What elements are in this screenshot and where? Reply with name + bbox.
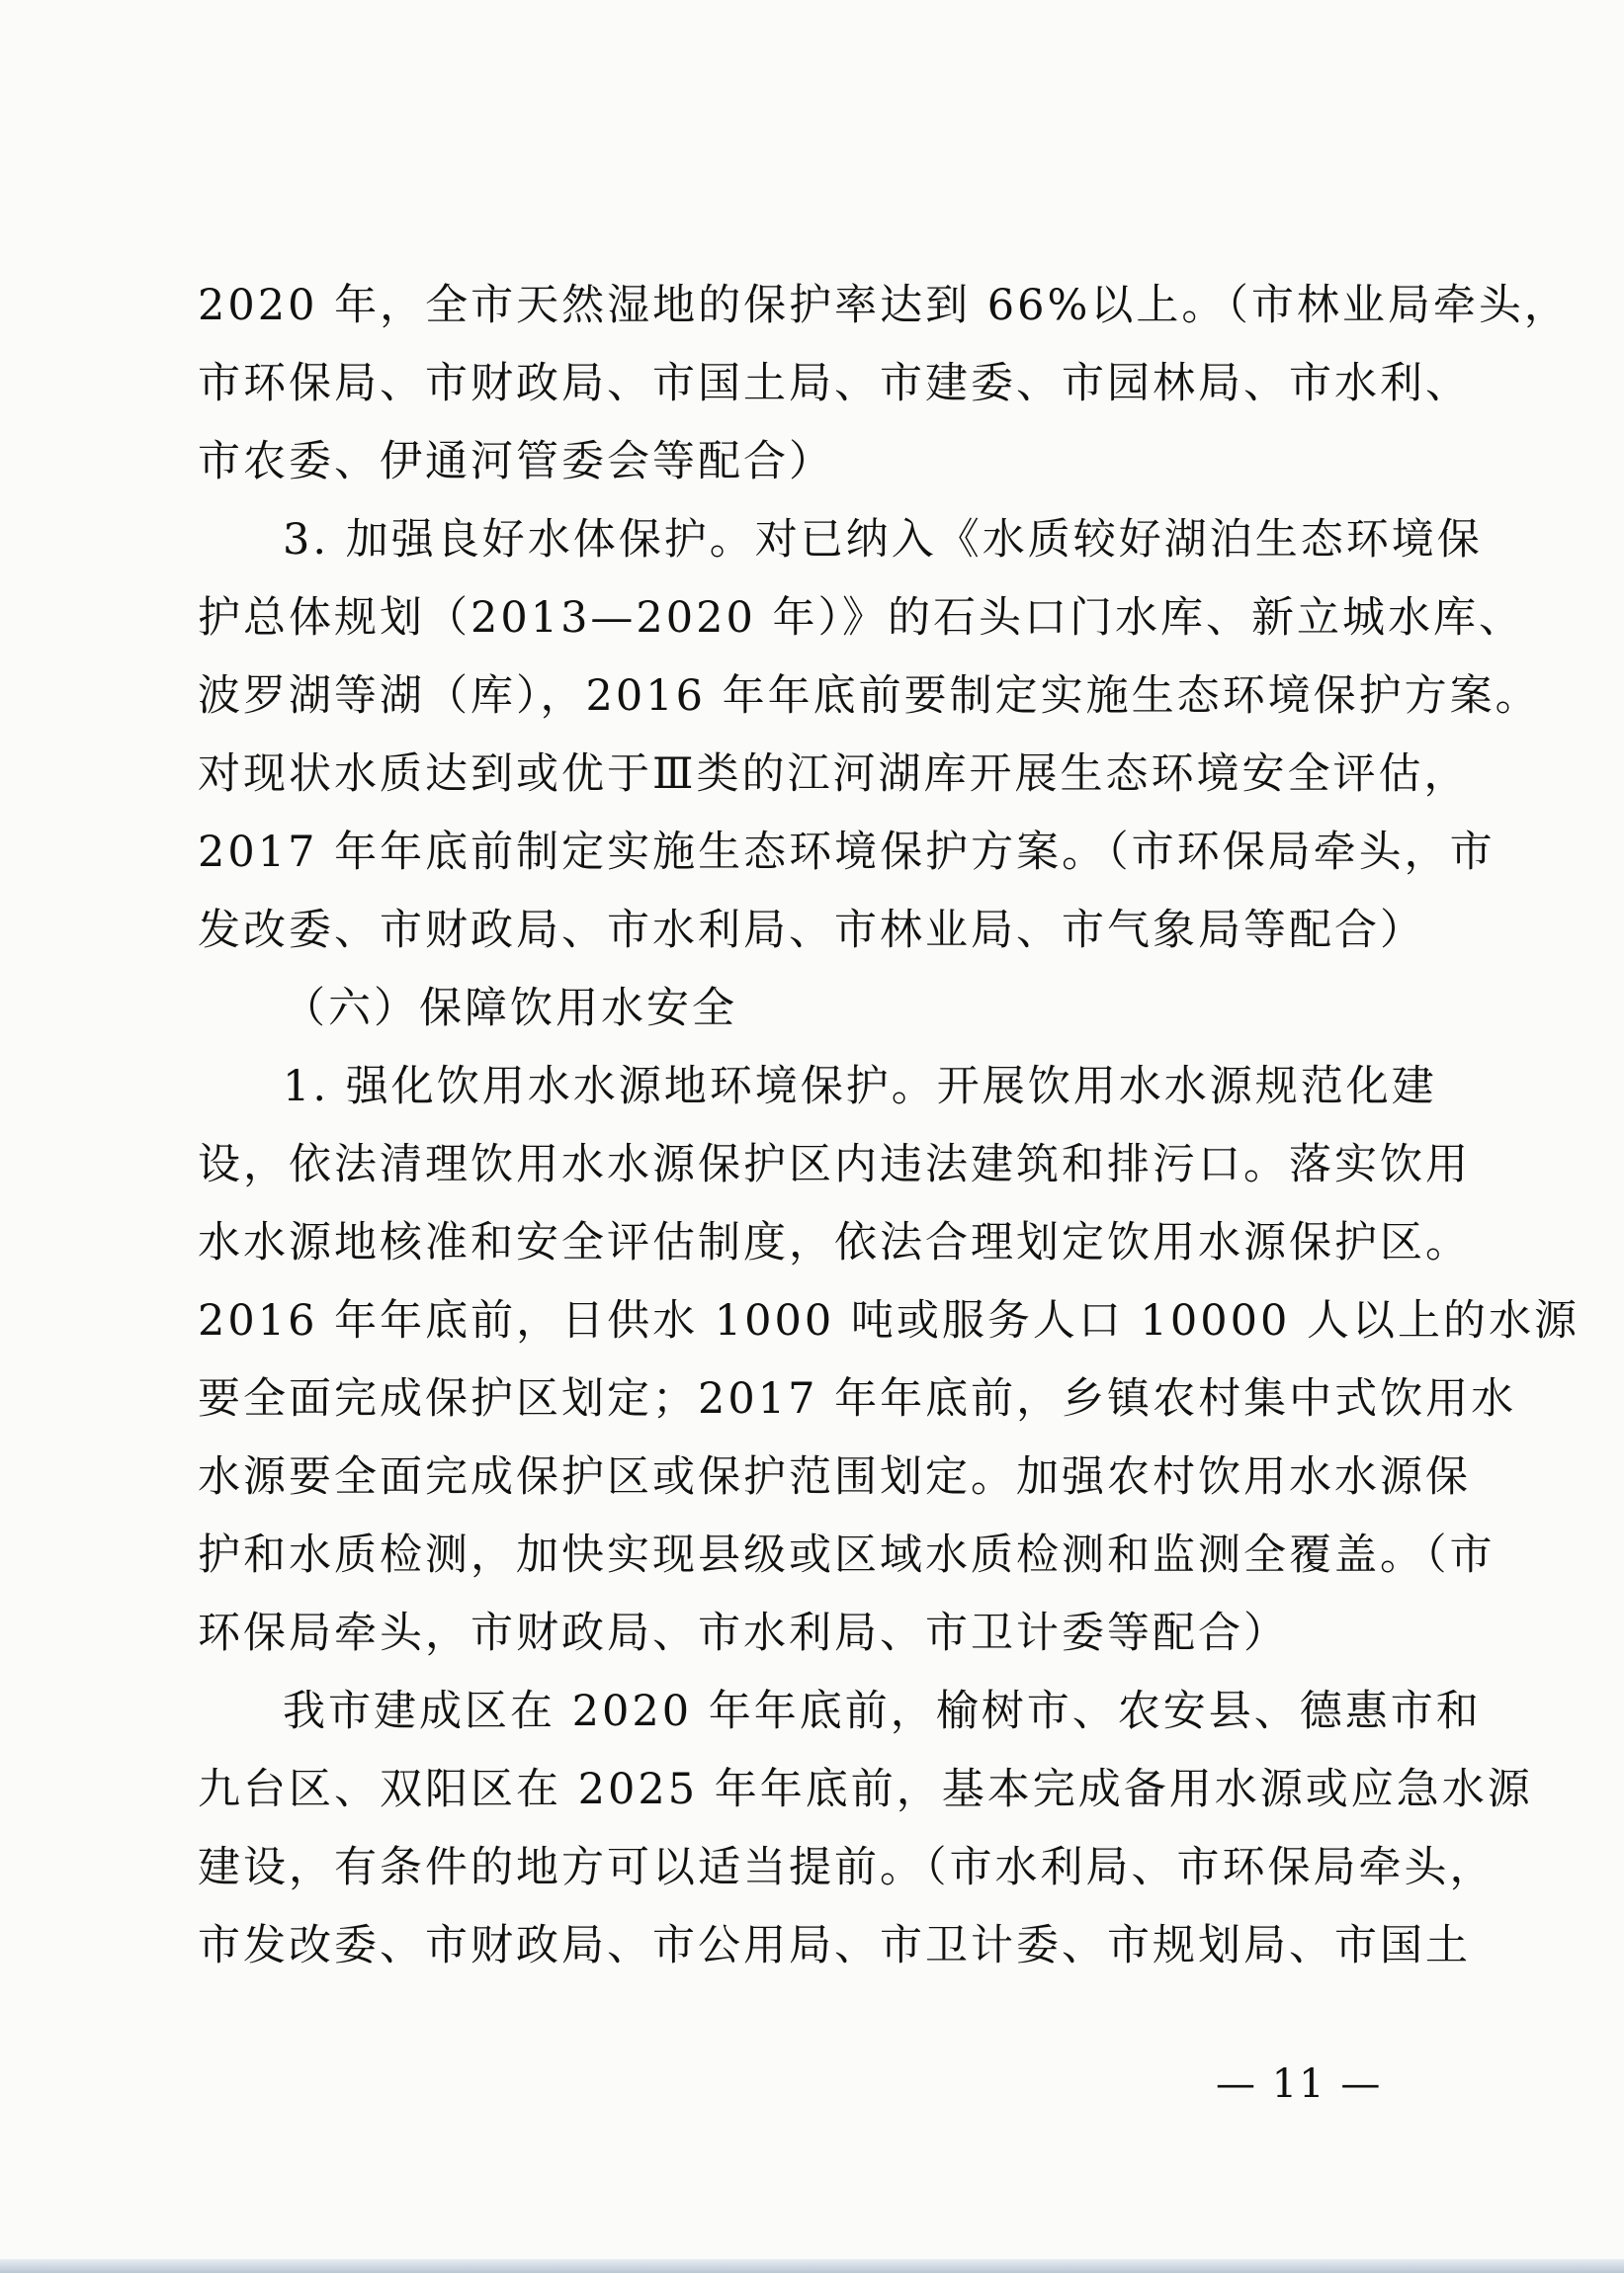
page-number: — 11 — (1216, 2061, 1383, 2107)
text-line: 市农委、伊通河管委会等配合） (198, 437, 834, 486)
text-line: 对现状水质达到或优于Ⅲ类的江河湖库开展生态环境安全评估， (198, 749, 1470, 799)
text-line: 波罗湖等湖（库），2016 年年底前要制定实施生态环境保护方案。 (198, 671, 1541, 721)
text-line: 九台区、双阳区在 2025 年年底前，基本完成备用水源或应急水源 (198, 1765, 1533, 1814)
text-line: 2016 年年底前，日供水 1000 吨或服务人口 10000 人以上的水源 (198, 1296, 1580, 1346)
text-line: 要全面完成保护区划定；2017 年年底前，乡镇农村集中式饮用水 (198, 1374, 1517, 1424)
section-heading: （六）保障饮用水安全 (283, 984, 737, 1033)
text-line: 护和水质检测，加快实现县级或区域水质检测和监测全覆盖。（市 (198, 1530, 1496, 1580)
text-line: 环保局牵头，市财政局、市水利局、市卫计委等配合） (198, 1609, 1289, 1658)
text-line: 建设，有条件的地方可以适当提前。（市水利局、市环保局牵头， (198, 1843, 1496, 1892)
text-line: 2017 年年底前制定实施生态环境保护方案。（市环保局牵头，市 (198, 828, 1496, 877)
text-line: 2020 年，全市天然湿地的保护率达到 66%以上。（市林业局牵头， (198, 281, 1570, 330)
text-line: 设，依法清理饮用水水源保护区内违法建筑和排污口。落实饮用 (198, 1140, 1471, 1189)
text-line: 发改委、市财政局、市水利局、市林业局、市气象局等配合） (198, 906, 1425, 955)
document-body (198, 267, 1580, 1985)
text-line: 市发改委、市财政局、市公用局、市卫计委、市规划局、市国土 (198, 1921, 1471, 1970)
paragraph-start-line: 1. 强化饮用水水源地环境保护。开展饮用水水源规范化建 (283, 1062, 1437, 1111)
paragraph-start-line: 我市建成区在 2020 年年底前，榆树市、农安县、德惠市和 (283, 1687, 1482, 1736)
text-line: 水源要全面完成保护区或保护范围划定。加强农村饮用水水源保 (198, 1452, 1471, 1502)
paragraph-start-line: 3. 加强良好水体保护。对已纳入《水质较好湖泊生态环境保 (283, 515, 1483, 565)
text-line: 水水源地核准和安全评估制度，依法合理划定饮用水源保护区。 (198, 1218, 1471, 1268)
text-line: 市环保局、市财政局、市国土局、市建委、市园林局、市水利、 (198, 359, 1471, 408)
scan-bottom-edge (0, 2259, 1624, 2273)
text-line: 护总体规划（2013—2020 年）》的石头口门水库、新立城水库、 (198, 593, 1525, 643)
